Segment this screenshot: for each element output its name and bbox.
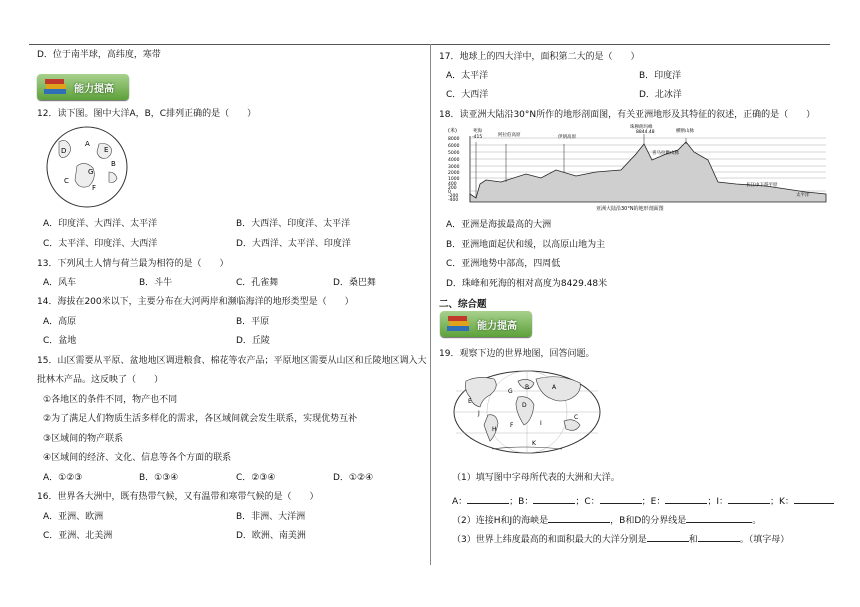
column-divider: [430, 44, 431, 565]
q14-option-a[interactable]: A．高原: [43, 317, 77, 327]
badge-label: 能力提高: [477, 321, 517, 332]
q19-map-label: K: [532, 440, 536, 447]
q16-option-d[interactable]: D．欧洲、南美洲: [236, 531, 306, 541]
q16-option-c[interactable]: C．亚洲、北美洲: [43, 531, 113, 541]
profile-label: 喜马拉雅山脉: [652, 151, 679, 156]
q15-option-a[interactable]: A．①②③: [43, 473, 83, 483]
q18-option-b[interactable]: B．亚洲地面起伏和缓，以高原山地为主: [446, 240, 606, 250]
fill-label-a: A：: [452, 497, 468, 507]
q19-sub3-text-c: 。（填字母）: [739, 535, 790, 545]
answer-blank-k[interactable]: [794, 494, 834, 504]
q12-map-label: B: [111, 160, 116, 168]
answer-blank-i[interactable]: [728, 494, 770, 504]
q13-option-b[interactable]: B．斗牛: [139, 278, 173, 288]
q15-stem-line2: 批林木产品。这反映了（ ）: [37, 375, 164, 385]
y-tick: -200: [448, 194, 459, 199]
profile-label: -415: [472, 135, 483, 140]
y-tick: 2000: [448, 171, 460, 176]
q12-option-a[interactable]: A．印度洋、大西洋、太平洋: [43, 219, 158, 229]
profile-label: 8844.48: [636, 130, 655, 135]
q19-sub2-text-b: ，B和D的分界线是: [610, 516, 687, 526]
q19-sub2-text-a: （2）连接H和J的海峡是: [452, 516, 549, 526]
q13-option-a[interactable]: A．风车: [43, 278, 77, 288]
y-tick: 5000: [448, 151, 460, 156]
q15-stem-line1: 15．山区需要从平原、盆地地区调进粮食、棉花等农产品；平原地区需要从山区和丘陵地区调入大: [37, 356, 427, 366]
y-tick: 8000: [448, 137, 460, 142]
profile-label: 珠穆朗玛峰: [630, 125, 653, 130]
q15-item: ②为了满足人们物质生活多样化的需求，各区域间就会发生联系，实现优势互补: [43, 414, 358, 424]
y-tick: 3000: [448, 165, 460, 170]
profile-unit: (米): [448, 128, 457, 134]
q12-globe-figure: [37, 126, 137, 208]
q18-option-d[interactable]: D．珠峰和死海的相对高度为8429.48米: [446, 279, 608, 289]
profile-label: 横断山脉: [676, 129, 694, 134]
q19-map-label: J: [478, 410, 480, 417]
q13-option-d[interactable]: D．桑巴舞: [333, 278, 376, 288]
y-tick: 4000: [448, 158, 460, 163]
q19-map-label: A: [552, 384, 557, 391]
q15-option-c[interactable]: C．②③④: [236, 473, 276, 483]
q12-option-d[interactable]: D．大西洋、太平洋、印度洋: [236, 239, 351, 249]
q15-item: ③区域间的物产联系: [43, 434, 124, 444]
ocean-answer-blank-2[interactable]: [698, 532, 740, 542]
q18-stem: 18．读亚洲大陆沿30°N所作的地形剖面图，有关亚洲地形及其特征的叙述，正确的是（ ）: [439, 110, 816, 120]
y-tick: 6000: [448, 144, 460, 149]
badge-label: 能力提高: [74, 84, 114, 95]
q16-option-a[interactable]: A．亚洲、欧洲: [43, 512, 104, 522]
q13-stem: 13．下列风土人情与荷兰最为相符的是（ ）: [37, 259, 229, 269]
q14-option-d[interactable]: D．丘陵: [236, 336, 270, 346]
profile-label: 长江中下游平原: [746, 183, 778, 188]
q19-stem: 19．观察下边的世界地图，回答问题。: [439, 349, 595, 359]
q12-map-label: F: [92, 184, 97, 192]
answer-blank-a[interactable]: [467, 494, 509, 504]
ability-badge: [440, 311, 532, 337]
y-tick: 1000: [448, 177, 460, 182]
fill-label-b: ；B：: [509, 497, 534, 507]
fill-label-k: ；K：: [770, 497, 794, 507]
q12-map-label: E: [104, 146, 109, 154]
profile-label: 伊朗高原: [558, 135, 576, 140]
books-icon: [43, 78, 69, 96]
q19-world-map: [452, 369, 602, 455]
q19-sub2: [452, 513, 761, 527]
q17-stem: 17．地球上的四大洋中，面积第二大的是（ ）: [439, 52, 640, 62]
q14-option-b[interactable]: B．平原: [236, 317, 270, 327]
q13-option-c[interactable]: C．孔雀舞: [236, 278, 279, 288]
q19-sub1: （1）填写图中字母所代表的大洲和大洋。: [452, 473, 620, 483]
q19-map-label: F: [510, 422, 514, 429]
q14-stem: 14．海拔在200米以下，主要分布在大河两岸和濒临海洋的地形类型是（ ）: [37, 297, 354, 307]
q19-map-label: C: [574, 414, 579, 421]
ocean-answer-blank-1[interactable]: [647, 532, 689, 542]
q12-map-label: D: [61, 147, 67, 155]
y-tick: 200: [448, 186, 457, 191]
y-tick: 0: [448, 190, 451, 195]
profile-caption: 亚洲大陆沿30°N的地形剖面图: [596, 206, 664, 212]
q15-item: ①各地区的条件不同，物产也不同: [43, 395, 178, 405]
q16-option-b[interactable]: B．非洲、大洋洲: [236, 512, 306, 522]
q15-option-d[interactable]: D．①②④: [333, 473, 374, 483]
q15-option-b[interactable]: B．①③④: [139, 473, 179, 483]
q18-option-a[interactable]: A．亚洲是海拔最高的大洲: [446, 220, 552, 230]
profile-label: 太平洋: [796, 193, 810, 198]
q17-option-c[interactable]: C．大西洋: [446, 90, 489, 100]
q14-option-c[interactable]: C．盆地: [43, 336, 77, 346]
y-tick: -400: [448, 198, 459, 203]
q17-option-d[interactable]: D．北冰洋: [639, 90, 682, 100]
q12-map-label: C: [64, 177, 69, 185]
q19-map-label: B: [525, 384, 530, 391]
q19-sub2-text-c: 。: [752, 516, 762, 526]
q12-map-label: G: [88, 168, 94, 176]
q19-map-label: G: [508, 388, 513, 395]
books-icon: [446, 315, 472, 333]
q18-option-c[interactable]: C．亚洲地势中部高，四周低: [446, 259, 561, 269]
fill-label-c: ；C：: [575, 497, 600, 507]
ability-badge: [37, 74, 129, 100]
q19-sub3-text-b: 和: [688, 535, 698, 545]
answer-blank-c[interactable]: [600, 494, 642, 504]
section-heading: 二、综合题: [439, 299, 487, 310]
q11-option-d: D．位于南半球，高纬度，寒带: [37, 50, 161, 60]
q18-terrain-profile: [446, 124, 832, 212]
strait-answer-blank[interactable]: [548, 513, 610, 523]
q19-map-label: H: [492, 426, 497, 433]
q12-option-b[interactable]: B．大西洋、印度洋、太平洋: [236, 219, 351, 229]
q19-fill-row: [452, 494, 834, 508]
profile-label: 阿拉伯高原: [498, 133, 521, 138]
q12-stem: 12．读下图。图中大洋A，B，C排列正确的是（ ）: [37, 109, 257, 119]
q12-map-label: A: [85, 140, 90, 148]
q17-option-b[interactable]: B．印度洋: [639, 71, 682, 81]
y-tick: 400: [448, 182, 457, 187]
q12-option-c[interactable]: C．太平洋、印度洋、大西洋: [43, 239, 158, 249]
q19-sub3: [452, 532, 789, 546]
q19-sub3-text-a: （3）世界上纬度最高的和面积最大的大洋分别是: [452, 535, 647, 545]
q19-map-label: E: [468, 398, 472, 405]
fill-label-e: ；E：: [641, 497, 666, 507]
q19-map-label: I: [540, 420, 542, 427]
profile-label: 死海: [473, 129, 482, 134]
q19-map-label: D: [522, 402, 527, 409]
answer-blank-e[interactable]: [665, 494, 707, 504]
fill-label-i: ；I：: [707, 497, 728, 507]
q17-option-a[interactable]: A．太平洋: [446, 71, 489, 81]
q16-stem: 16．世界各大洲中，既有热带气候，又有温带和寒带气候的是（ ）: [37, 492, 319, 502]
q15-item: ④区域间的经济、文化、信息等各个方面的联系: [43, 453, 232, 463]
boundary-answer-blank[interactable]: [686, 513, 752, 523]
answer-blank-b[interactable]: [533, 494, 575, 504]
